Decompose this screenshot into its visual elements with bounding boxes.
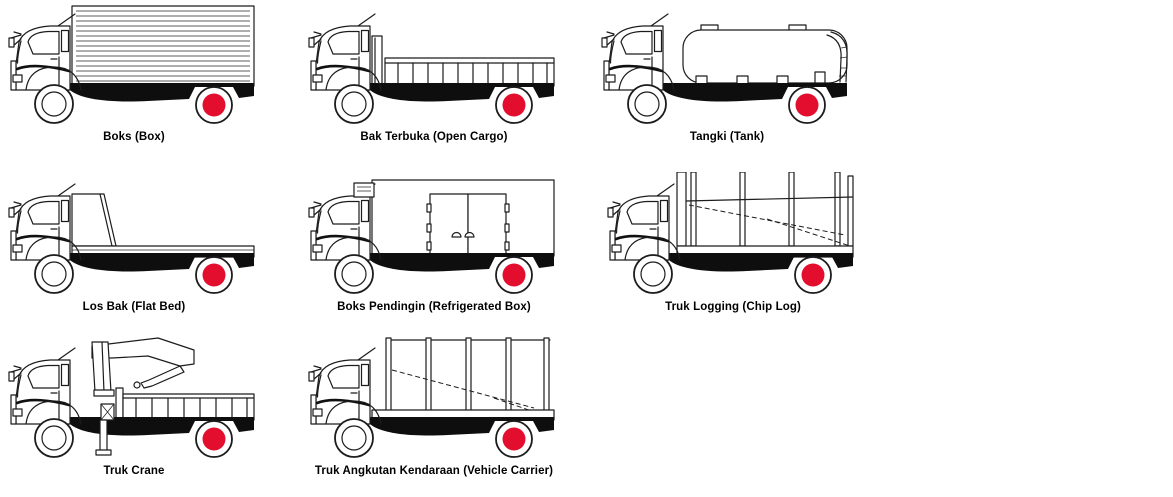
truck-type-label: Truk Logging (Chip Log) (665, 301, 801, 313)
carrier-stake-body-drawing (372, 338, 554, 420)
crane-bed-drawing (116, 388, 254, 420)
truck-type-label: Truk Crane (103, 465, 165, 477)
tank-body-drawing (683, 25, 847, 84)
truck-figure-truk-angkutan-kendaraan (308, 336, 560, 477)
truck-figure-tangki (601, 2, 853, 143)
refrigeration-unit-drawing (354, 183, 374, 197)
open-cargo-body-drawing (372, 36, 554, 86)
truck-illustration-tank (601, 2, 853, 128)
truck-illustration-box (8, 2, 260, 128)
truck-illustration-crane (8, 336, 260, 462)
truck-illustration-flat-bed (8, 172, 260, 298)
truck-type-label: Boks Pendingin (Refrigerated Box) (337, 301, 531, 313)
truck-figure-los-bak (8, 172, 260, 313)
log-stake-body-drawing (677, 172, 853, 257)
truck-type-label: Truk Angkutan Kendaraan (Vehicle Carrier) (314, 465, 554, 477)
truck-type-label: Bak Terbuka (Open Cargo) (360, 131, 508, 143)
refrigerated-box-body-drawing (372, 180, 554, 256)
truck-figure-boks (8, 2, 260, 143)
truck-illustration-refrigerated-box (308, 172, 560, 298)
truck-type-label: Boks (Box) (103, 131, 165, 143)
flat-bed-body-drawing (72, 194, 254, 257)
truck-type-label: Los Bak (Flat Bed) (82, 301, 186, 313)
box-body-drawing (72, 6, 254, 86)
truck-figure-boks-pendingin (308, 172, 560, 313)
truck-figure-bak-terbuka (308, 2, 560, 143)
truck-illustration-chip-log (607, 172, 859, 298)
truck-figure-truk-crane (8, 336, 260, 477)
truck-illustration-vehicle-carrier (308, 336, 560, 462)
truck-illustration-open-cargo (308, 2, 560, 128)
truck-type-label: Tangki (Tank) (689, 131, 765, 143)
truck-figure-truk-logging (607, 172, 859, 313)
